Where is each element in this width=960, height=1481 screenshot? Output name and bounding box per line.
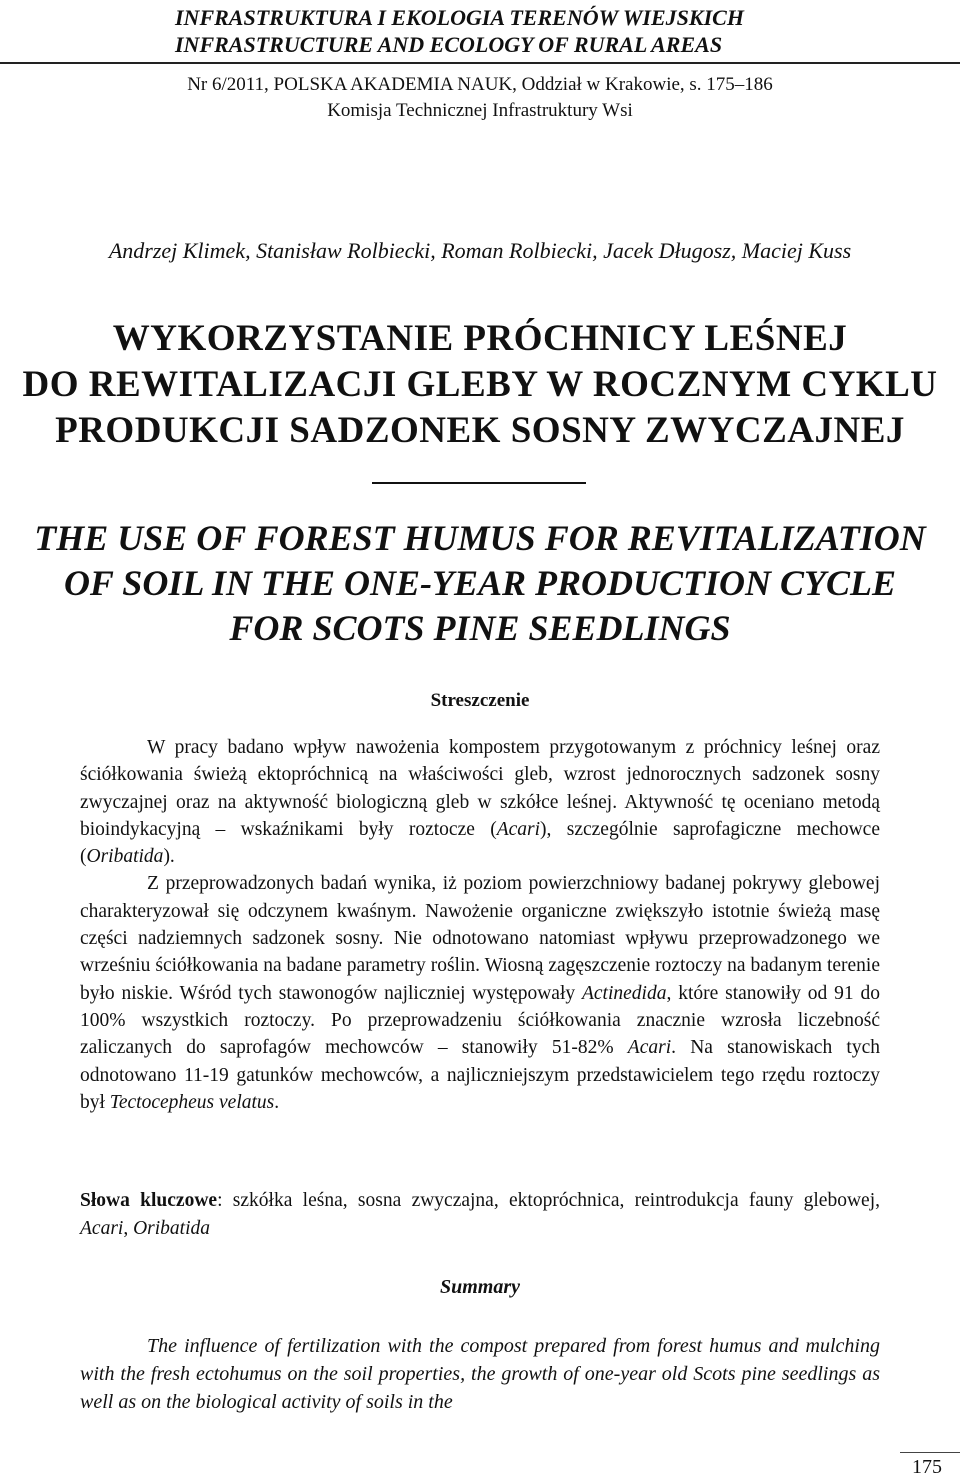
keywords-text: , <box>123 1218 134 1239</box>
title-separator <box>372 482 586 484</box>
text-run: . Na stanowiskach tych odnotowano 11-19 gatunków mechowców, a najliczniejszym przedstawicielem tego rzędu roztoczy był <box>80 1037 880 1113</box>
abstract-paragraph-2 <box>80 870 880 1116</box>
abstract-paragraph-1 <box>80 734 880 870</box>
journal-header <box>175 4 744 58</box>
page-number: 175 <box>912 1456 942 1478</box>
publication-info <box>0 72 960 124</box>
issue-line: Nr 6/2011, POLSKA AKADEMIA NAUK, Oddział w Krakowie, s. 175–186 <box>187 74 773 95</box>
title-en-line: OF SOIL IN THE ONE-YEAR PRODUCTION CYCLE <box>63 563 897 603</box>
summary-paragraph: The influence of fertilization with the compost prepared from forest humus and mulching with the fresh ectohumus on the soil properties, the growth of one-year old Scots pine seedlings as well as on the biological activity of soils in the <box>80 1335 880 1413</box>
taxon-name: Acari <box>496 818 541 840</box>
page-number-rule <box>900 1452 960 1453</box>
title-polish <box>0 316 960 454</box>
text-run: ). <box>163 846 175 868</box>
taxon-name: Actinedida <box>581 982 667 1004</box>
taxon-name: Acari <box>627 1037 672 1059</box>
keywords-text: : szkółka leśna, sosna zwyczajna, ektopróchnica, reintrodukcja fauny glebowej, <box>217 1190 880 1211</box>
title-pl-line: DO REWITALIZACJI GLEBY W ROCZNYM CYKLU <box>22 364 938 405</box>
taxon-name: Oribatida <box>86 846 164 868</box>
summary-body <box>80 1332 880 1416</box>
summary-heading: Summary <box>439 1276 521 1298</box>
title-pl-line: PRODUKCJI SADZONEK SOSNY ZWYCZAJNEJ <box>55 410 905 451</box>
title-pl-line: WYKORZYSTANIE PRÓCHNICY LEŚNEJ <box>112 318 848 359</box>
text-run: , które stanowiły od 91 do 100% wszystkich roztoczy. Po przeprowadzeniu ściółkowania znacznie wzrosła liczebność zaliczanych do saprofagów mechowców – stanowiły 51-82% <box>80 982 880 1059</box>
taxon-name: Acari <box>80 1218 124 1239</box>
title-en-line: FOR SCOTS PINE SEEDLINGS <box>229 608 731 648</box>
title-english <box>0 516 960 651</box>
text-run: . <box>274 1091 280 1113</box>
taxon-name: Oribatida <box>133 1218 211 1239</box>
journal-title-en: INFRASTRUCTURE AND ECOLOGY OF RURAL AREAS <box>175 32 723 57</box>
abstract-body <box>80 734 880 1116</box>
title-en-line: THE USE OF FOREST HUMUS FOR REVITALIZATION <box>34 518 926 558</box>
keywords <box>80 1187 880 1243</box>
authors: Andrzej Klimek, Stanisław Rolbiecki, Roman Rolbiecki, Jacek Długosz, Maciej Kuss <box>108 238 852 263</box>
keywords-label: Słowa kluczowe <box>80 1190 218 1211</box>
abstract-heading: Streszczenie <box>430 690 530 711</box>
commission-line: Komisja Technicznej Infrastruktury Wsi <box>327 100 633 121</box>
journal-title-pl: INFRASTRUKTURA I EKOLOGIA TERENÓW WIEJSKICH <box>175 5 744 30</box>
taxon-name: Tectocepheus velatus <box>109 1091 275 1113</box>
text-run: ), szczególnie saprofagiczne mechowce ( <box>80 818 880 868</box>
text-run: Z przeprowadzonych badań wynika, iż poziom powierzchniowy badanej pokrywy glebowej charakteryzował się odczynem kwaśnym. Nawożenie organiczne zwiększyło istotnie świeżą masę części nadziemnych sadzonek sosny. Nie odnotowano natomiast wpływu przeprowadzonego we wrześniu ściółkowania na badane parametry roślin. Wiosną zagęszczenie roztoczy na badanym terenie było niskie. Wśród tych stawonogów najliczniej występowały <box>80 873 880 1004</box>
header-rule <box>0 62 960 64</box>
text-run: W pracy badano wpływ nawożenia kompostem przygotowanym z próchnicy leśnej oraz ściółkowania świeżą ektopróchnicą na właściwości gleb, wzrost jednorocznych sadzonek sosny zwyczajnej oraz na aktywność biologiczną gleb w szkółce leśnej. Aktywność tę oceniano metodą bioindykacyjną – wskaźnikami były roztocze ( <box>80 737 880 840</box>
